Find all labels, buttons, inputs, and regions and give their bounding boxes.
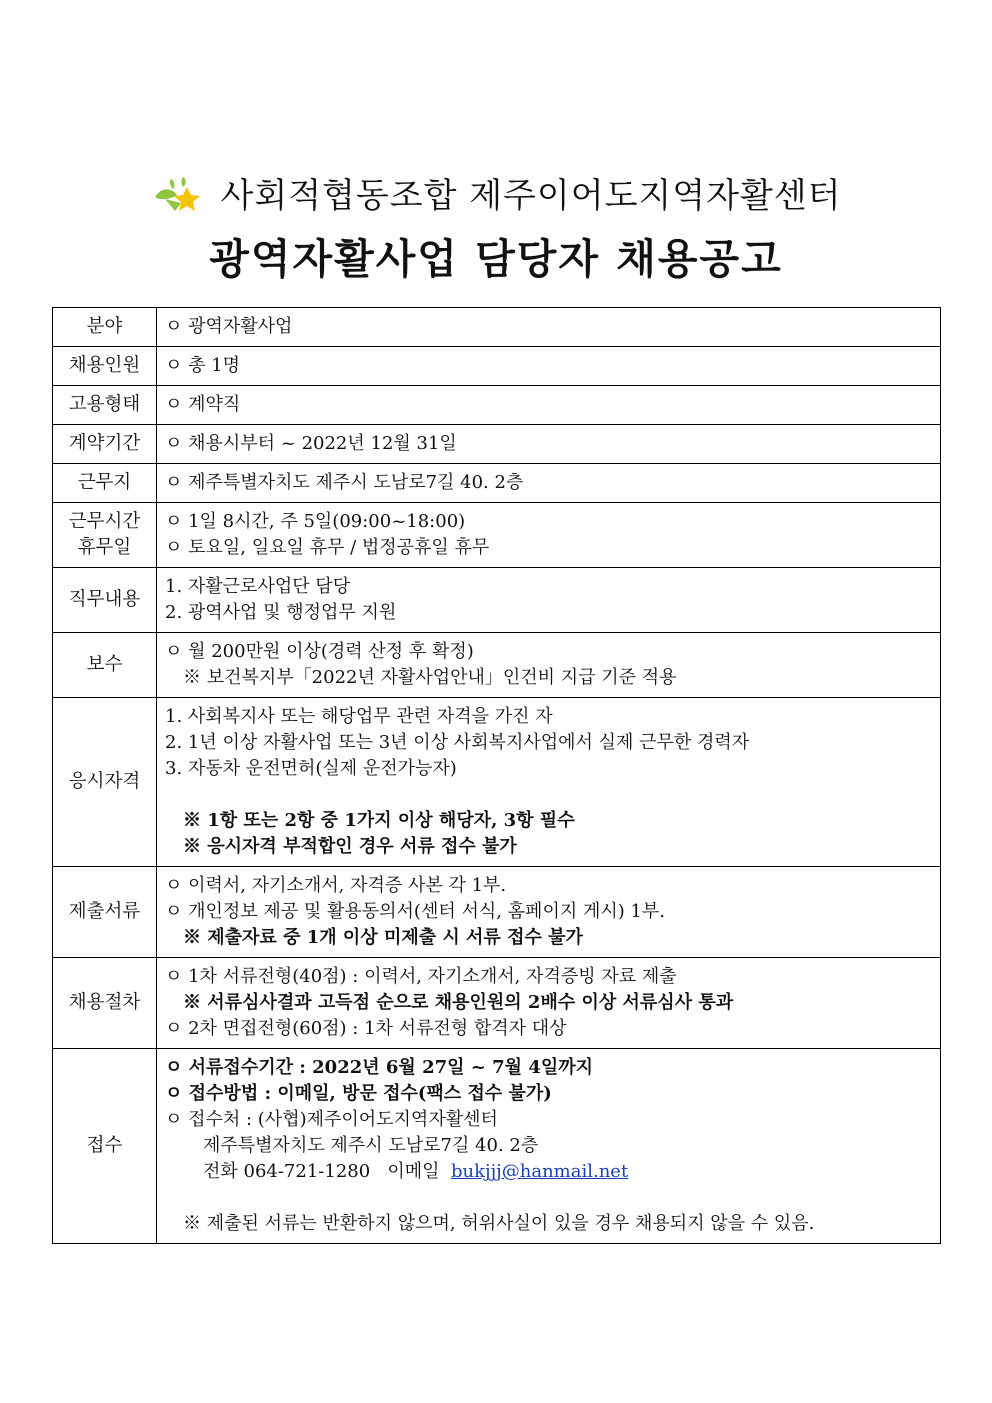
- row-label: 근무지: [53, 464, 157, 503]
- page-title: 광역자활사업 담당자 채용공고: [209, 235, 783, 283]
- phone-number: 전화 064-721-1280: [203, 1161, 371, 1182]
- table-row: [53, 308, 941, 347]
- duty-item: 1. 자활근로사업단 담당: [165, 576, 351, 597]
- location-value: ㅇ 제주특별자치도 제주시 도남로7길 40. 2층: [165, 472, 524, 493]
- document-item: ㅇ 이력서, 자기소개서, 자격증 사본 각 1부.: [165, 875, 507, 896]
- period-value: ㅇ 채용시부터 ~ 2022년 12월 31일: [165, 433, 457, 454]
- reception-method: ㅇ 접수방법 : 이메일, 방문 접수(팩스 접수 불가): [165, 1083, 552, 1104]
- procedure-note: ※ 서류심사결과 고득점 순으로 채용인원의 2배수 이상 서류심사 통과: [183, 992, 734, 1013]
- table-row: [53, 347, 941, 386]
- table-row: [53, 464, 941, 503]
- document-note: ※ 제출자료 중 1개 이상 미제출 시 서류 접수 불가: [183, 927, 583, 948]
- field-value: ㅇ 광역자활사업: [165, 316, 293, 337]
- reception-contact: [165, 1159, 932, 1185]
- row-label: 보수: [53, 633, 157, 698]
- table-row: [53, 867, 941, 958]
- holiday-label: 휴무일: [77, 537, 132, 558]
- table-row: [53, 698, 941, 867]
- row-label: [53, 503, 157, 568]
- leaf-star-logo-icon: [151, 173, 203, 213]
- table-row: [53, 568, 941, 633]
- qualification-item: 2. 1년 이상 자활사업 또는 3년 이상 사회복지사업에서 실제 근무한 경력자: [165, 732, 750, 753]
- email-link[interactable]: bukjjj@hanmail.net: [450, 1161, 629, 1182]
- qualification-note: ※ 1항 또는 2항 중 1가지 이상 해당자, 3항 필수: [183, 810, 575, 831]
- table-row: [53, 633, 941, 698]
- qualification-item: 1. 사회복지사 또는 해당업무 관련 자격을 가진 자: [165, 706, 553, 727]
- row-label: 직무내용: [53, 568, 157, 633]
- row-label: 제출서류: [53, 867, 157, 958]
- pay-value: ㅇ 월 200만원 이상(경력 산정 후 확정): [165, 641, 474, 662]
- table-row: [53, 386, 941, 425]
- organization-name: 사회적협동조합 제주이어도지역자활센터: [220, 176, 842, 216]
- row-label: 접수: [53, 1049, 157, 1244]
- row-label: 응시자격: [53, 698, 157, 867]
- duty-item: 2. 광역사업 및 행정업무 지원: [165, 602, 397, 623]
- notice-table: [52, 307, 941, 1244]
- document-item: ㅇ 개인정보 제공 및 활용동의서(센터 서식, 홈페이지 게시) 1부.: [165, 901, 666, 922]
- row-label: 고용형태: [53, 386, 157, 425]
- hours-label: 근무시간: [68, 511, 141, 532]
- holiday-value: ㅇ 토요일, 일요일 휴무 / 법정공휴일 휴무: [165, 537, 490, 558]
- headcount-value: ㅇ 총 1명: [165, 355, 241, 376]
- table-row: [53, 958, 941, 1049]
- organization-header: [0, 168, 992, 217]
- reception-note: ※ 제출된 서류는 반환하지 않으며, 허위사실이 있을 경우 채용되지 않을 수 있음.: [183, 1213, 815, 1234]
- qualification-note: ※ 응시자격 부적합인 경우 서류 접수 불가: [183, 836, 517, 857]
- table-row: [53, 425, 941, 464]
- row-label: 채용인원: [53, 347, 157, 386]
- row-label: 분야: [53, 308, 157, 347]
- reception-address: 제주특별자치도 제주시 도남로7길 40. 2층: [203, 1135, 539, 1156]
- procedure-step: ㅇ 1차 서류전형(40점) : 이력서, 자기소개서, 자격증빙 자료 제출: [165, 966, 677, 987]
- reception-place: ㅇ 접수처 : (사협)제주이어도지역자활센터: [165, 1109, 498, 1130]
- row-label: 계약기간: [53, 425, 157, 464]
- row-label: 채용절차: [53, 958, 157, 1049]
- employment-value: ㅇ 계약직: [165, 394, 241, 415]
- table-row: [53, 1049, 941, 1244]
- procedure-step: ㅇ 2차 면접전형(60점) : 1차 서류전형 합격자 대상: [165, 1018, 567, 1039]
- email-label: 이메일: [387, 1161, 440, 1182]
- reception-period: ㅇ 서류접수기간 : 2022년 6월 27일 ~ 7월 4일까지: [165, 1057, 594, 1078]
- qualification-item: 3. 자동차 운전면허(실제 운전가능자): [165, 758, 457, 779]
- table-row: [53, 503, 941, 568]
- pay-note: ※ 보건복지부「2022년 자활사업안내」인건비 지급 기준 적용: [183, 667, 677, 688]
- hours-value: ㅇ 1일 8시간, 주 5일(09:00~18:00): [165, 511, 466, 532]
